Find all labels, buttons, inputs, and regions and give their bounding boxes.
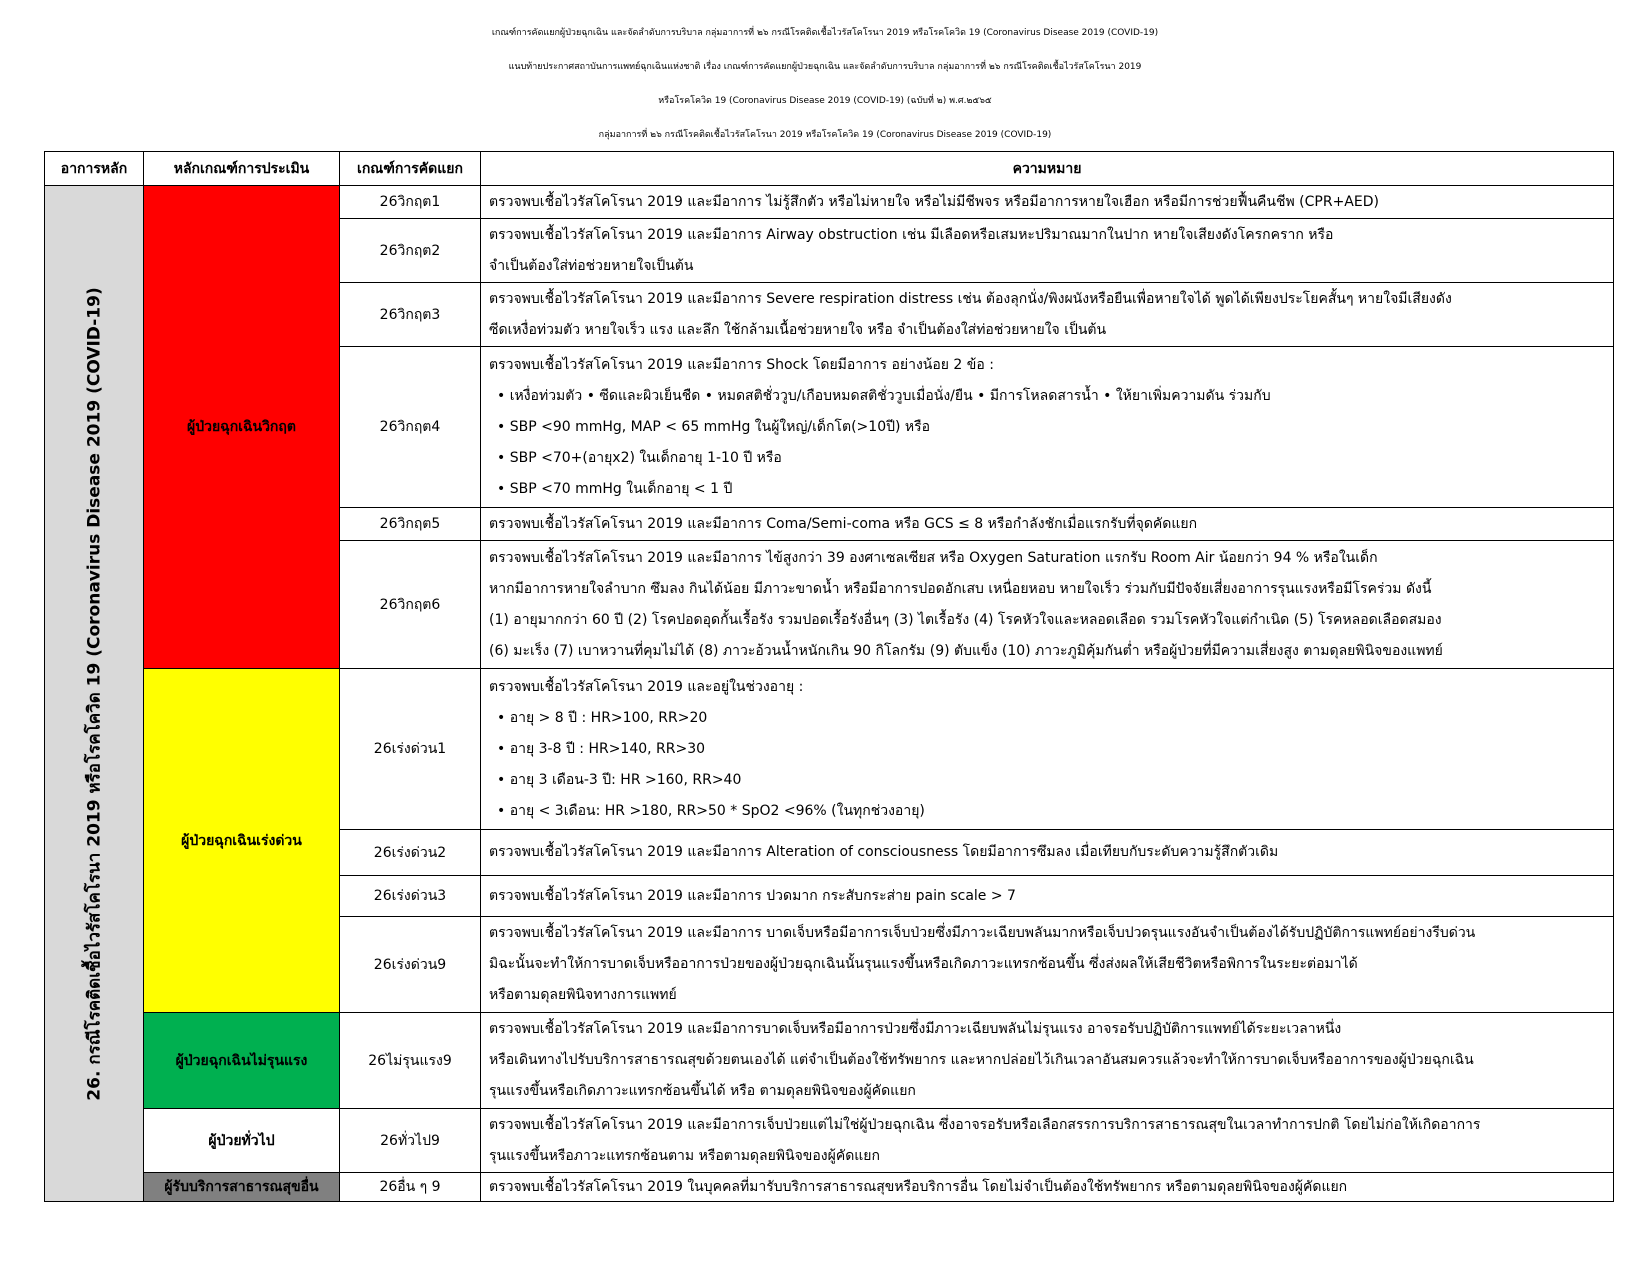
triage-code-cell: 26วิกฤต6 [340, 541, 481, 669]
triage-code-cell: 26วิกฤต5 [340, 508, 481, 541]
meaning-line: ตรวจพบเชื้อไวรัสโคโรนา 2019 และมีอาการเจ็บป่วยแต่ไม่ใช่ผู้ป่วยฉุกเฉิน ซึ่งอาจรอรับหรือเลือกสรรการบริการสาธารณสุขในเวลาทำการปกติ โดยไม่ก่อให้เกิดอาการ [489, 1116, 1481, 1133]
meaning-line: ตรวจพบเชื้อไวรัสโคโรนา 2019 และอยู่ในช่วงอายุ : [489, 678, 804, 695]
meaning-line: (1) อายุมากกว่า 60 ปี (2) โรคปอดอุดกั้นเรื้อรัง รวมปอดเรื้อรังอื่นๆ (3) ไตเรื้อรัง (4) โรคหัวใจและหลอดเลือด รวมโรคหัวใจแต่กำเนิด (5) โรคหลอดเลือดสมอง [489, 611, 1442, 628]
level-cell [144, 186, 340, 669]
meaning-cell [481, 1013, 1614, 1109]
main-symptom-cell [45, 186, 144, 1202]
meaning-cell [481, 283, 1614, 347]
level-label: ผู้ป่วยฉุกเฉินไม่รุนแรง [175, 1052, 308, 1069]
meaning-line: • อายุ 3-8 ปี : HR>140, RR>30 [497, 740, 706, 757]
level-label: ผู้ป่วยฉุกเฉินวิกฤต [187, 419, 296, 435]
triage-code-cell: 26เร่งด่วน9 [340, 917, 481, 1013]
meaning-line: ตรวจพบเชื้อไวรัสโคโรนา 2019 และมีอาการ Alteration of consciousness โดยมีอาการซึมลง เมื่อเทียบกับระดับความรู้สึกตัวเดิม [489, 844, 1279, 860]
meaning-line: หรือเดินทางไปรับบริการสาธารณสุขด้วยตนเองได้ แต่จำเป็นต้องใช้ทรัพยากร และหากปล่อยไว้เกินเวลาอันสมควรแล้วจะทำให้การบาดเจ็บหรืออาการของผู้ป่วยฉุกเฉิน [489, 1052, 1474, 1068]
triage-code-cell: 26วิกฤต1 [340, 186, 481, 219]
meaning-line: รุนแรงขึ้นหรือภาวะแทรกซ้อนตาม หรือตามดุลยพินิจของผู้คัดแยก [489, 1147, 880, 1164]
meaning-cell [481, 219, 1614, 283]
header-main-symptom: อาการหลัก [45, 152, 144, 186]
level-cell [144, 1109, 340, 1173]
triage-code-cell: 26เร่งด่วน1 [340, 669, 481, 830]
meaning-cell [481, 186, 1614, 219]
meaning-cell [481, 669, 1614, 830]
meaning-line: • เหงื่อท่วมตัว • ซีดและผิวเย็นชืด • หมดสติชั่ววูบ/เกือบหมดสติชั่ววูบเมื่อนั่ง/ยืน • มีการโหลดสารน้ำ • ให้ยาเพิ่มความดัน ร่วมกับ [497, 387, 1271, 404]
level-cell [144, 1173, 340, 1202]
meaning-cell [481, 541, 1614, 669]
meaning-cell [481, 508, 1614, 541]
meaning-line: ตรวจพบเชื้อไวรัสโคโรนา 2019 และมีอาการ ไม่รู้สึกตัว หรือไม่หายใจ หรือไม่มีชีพจร หรือมีอาการหายใจเฮือก หรือมีการช่วยฟื้นคืนชีพ (CPR+AED) [489, 193, 1379, 210]
level-label: ผู้ป่วยฉุกเฉินเร่งด่วน [181, 832, 302, 849]
meaning-line: หากมีอาการหายใจลำบาก ซึมลง กินได้น้อย มีภาวะขาดน้ำ หรือมีอาการปอดอักเสบ เหนื่อยหอบ หายใจเร็ว ร่วมกับมีปัจจัยเสี่ยงอาการรุนแรงหรือมีโรคร่วม ดังนี้ [489, 580, 1432, 597]
meaning-cell [481, 1173, 1614, 1202]
meaning-line: มิฉะนั้นจะทำให้การบาดเจ็บหรืออาการป่วยของผู้ป่วยฉุกเฉินนั้นรุนแรงขึ้นหรือเกิดภาวะแทรกซ้อนขึ้น ซึ่งส่งผลให้เสียชีวิตหรือพิการในระยะต่อมาได้ [489, 956, 1358, 972]
meaning-line: • SBP <70+(อายุx2) ในเด็กอายุ 1-10 ปี หรือ [497, 449, 782, 466]
table-row [45, 186, 1614, 219]
header-meaning: ความหมาย [481, 152, 1614, 186]
meaning-line: ตรวจพบเชื้อไวรัสโคโรนา 2019 และมีอาการ Coma/Semi-coma หรือ GCS ≤ 8 หรือกำลังชักเมื่อแรกรับที่จุดคัดแยก [489, 515, 1198, 532]
meaning-line: ตรวจพบเชื้อไวรัสโคโรนา 2019 และมีอาการ บาดเจ็บหรือมีอาการเจ็บป่วยซึ่งมีภาวะเฉียบพลันมากหรือเจ็บปวดรุนแรงอันจำเป็นต้องได้รับปฏิบัติการแพทย์อย่างรีบด่วน [489, 925, 1476, 941]
triage-code-cell: 26วิกฤต2 [340, 219, 481, 283]
meaning-line: จำเป็นต้องใส่ท่อช่วยหายใจเป็นต้น [489, 257, 694, 274]
meaning-line: ตรวจพบเชื้อไวรัสโคโรนา 2019 และมีอาการ Airway obstruction เช่น มีเลือดหรือเสมหะปริมาณมากในปาก หายใจเสียงดังโครกคราก หรือ [489, 226, 1334, 243]
meaning-line: • SBP <70 mmHg ในเด็กอายุ < 1 ปี [497, 480, 733, 497]
triage-code-cell: 26ไม่รุนแรง9 [340, 1013, 481, 1109]
meaning-line: ตรวจพบเชื้อไวรัสโคโรนา 2019 ในบุคคลที่มารับบริการสาธารณสุขหรือบริการอื่น โดยไม่จำเป็นต้องใช้ทรัพยากร หรือตามดุลยพินิจของผู้คัดแยก [489, 1178, 1348, 1195]
header-triage-code: เกณฑ์การคัดแยก [340, 152, 481, 186]
meaning-cell [481, 876, 1614, 917]
meaning-line: ตรวจพบเชื้อไวรัสโคโรนา 2019 และมีอาการ Shock โดยมีอาการ อย่างน้อย 2 ข้อ : [489, 356, 994, 373]
meaning-line: • อายุ > 8 ปี : HR>100, RR>20 [497, 709, 708, 726]
meaning-line: ตรวจพบเชื้อไวรัสโคโรนา 2019 และมีอาการบาดเจ็บหรือมีอาการป่วยซึ่งมีภาวะเฉียบพลันไม่รุนแรง อาจรอรับปฏิบัติการแพทย์ได้ระยะเวลาหนึ่ง [489, 1021, 1342, 1037]
title-line-3: หรือโรคโควิด 19 (Coronavirus Disease 2019 (COVID-19) (ฉบับที่ ๒) พ.ศ.๒๕๖๕ [658, 96, 992, 106]
table-row [45, 1013, 1614, 1109]
triage-code-cell: 26เร่งด่วน3 [340, 876, 481, 917]
meaning-cell [481, 1109, 1614, 1173]
meaning-line: ตรวจพบเชื้อไวรัสโคโรนา 2019 และมีอาการ ปวดมาก กระสับกระส่าย pain scale > 7 [489, 887, 1016, 904]
triage-code-cell: 26ทั่วไป9 [340, 1109, 481, 1173]
level-cell [144, 669, 340, 1013]
meaning-line: ตรวจพบเชื้อไวรัสโคโรนา 2019 และมีอาการ Severe respiration distress เช่น ต้องลุกนั่ง/พิงผนังหรือยืนเพื่อหายใจได้ พูดได้เพียงประโยคสั้นๆ หายใจมีเสียงดัง [489, 290, 1452, 307]
meaning-line: ซีดเหงื่อท่วมตัว หายใจเร็ว แรง และลึก ใช้กล้ามเนื้อช่วยหายใจ หรือ จำเป็นต้องใส่ท่อช่วยหายใจ เป็นต้น [489, 321, 1107, 338]
table-header-row [45, 152, 1614, 186]
table-row [45, 1109, 1614, 1173]
meaning-cell [481, 917, 1614, 1013]
triage-table [44, 151, 1614, 1202]
meaning-line: ตรวจพบเชื้อไวรัสโคโรนา 2019 และมีอาการ ไข้สูงกว่า 39 องศาเซลเซียส หรือ Oxygen Saturation แรกรับ Room Air น้อยกว่า 94 % หรือในเด็ก [489, 549, 1378, 566]
main-symptom-label: 26. กรณีโรคติดเชื้อไวรัสโคโรนา 2019 หรือโรคโควิด 19 (Coronavirus Disease 2019 (COVID-19) [84, 286, 105, 1101]
meaning-cell [481, 347, 1614, 508]
triage-code-cell: 26วิกฤต3 [340, 283, 481, 347]
meaning-line: • อายุ 3 เดือน-3 ปี: HR >160, RR>40 [497, 771, 742, 788]
title-line-2: แนบท้ายประกาศสถาบันการแพทย์ฉุกเฉินแห่งชาติ เรื่อง เกณฑ์การคัดแยกผู้ป่วยฉุกเฉิน และจัดลำดับการบริบาล กลุ่มอาการที่ ๒๖ กรณีโรคติดเชื้อไวรัสโคโรนา 2019 [508, 62, 1142, 72]
triage-code-cell: 26อื่น ๆ 9 [340, 1173, 481, 1202]
triage-code-cell: 26วิกฤต4 [340, 347, 481, 508]
meaning-cell [481, 830, 1614, 876]
meaning-line: (6) มะเร็ง (7) เบาหวานที่คุมไม่ได้ (8) ภาวะอ้วนน้ำหนักเกิน 90 กิโลกรัม (9) ตับแข็ง (10) ภาวะภูมิคุ้มกันต่ำ หรือผู้ป่วยที่มีความเสี่ยงสูง ตามดุลยพินิจของแพทย์ [489, 642, 1443, 659]
level-label: ผู้รับบริการสาธารณสุขอื่น [164, 1179, 319, 1195]
title-line-4: กลุ่มอาการที่ ๒๖ กรณีโรคติดเชื้อไวรัสโคโรนา 2019 หรือโรคโควิด 19 (Coronavirus Disease 2019 (COVID-19) [598, 130, 1052, 140]
meaning-line: รุนแรงขึ้นหรือเกิดภาวะแทรกซ้อนขึ้นได้ หรือ ตามดุลยพินิจของผู้คัดแยก [489, 1083, 916, 1099]
meaning-line: หรือตามดุลยพินิจทางการแพทย์ [489, 987, 677, 1003]
triage-code-cell: 26เร่งด่วน2 [340, 830, 481, 876]
header-assessment: หลักเกณฑ์การประเมิน [144, 152, 340, 186]
meaning-line: • SBP <90 mmHg, MAP < 65 mmHg ในผู้ใหญ่/เด็กโต(>10ปี) หรือ [497, 418, 931, 435]
level-label: ผู้ป่วยทั่วไป [208, 1132, 275, 1149]
meaning-line: • อายุ < 3เดือน: HR >180, RR>50 * SpO2 <96% (ในทุกช่วงอายุ) [497, 802, 925, 819]
level-cell [144, 1013, 340, 1109]
document-titles [0, 16, 1650, 152]
title-line-1: เกณฑ์การคัดแยกผู้ป่วยฉุกเฉิน และจัดลำดับการบริบาล กลุ่มอาการที่ ๒๖ กรณีโรคติดเชื้อไวรัสโคโรนา 2019 หรือโรคโควิด 19 (Coronavirus Disease 2019 (COVID-19) [491, 28, 1159, 38]
table-row [45, 1173, 1614, 1202]
table-row [45, 669, 1614, 830]
